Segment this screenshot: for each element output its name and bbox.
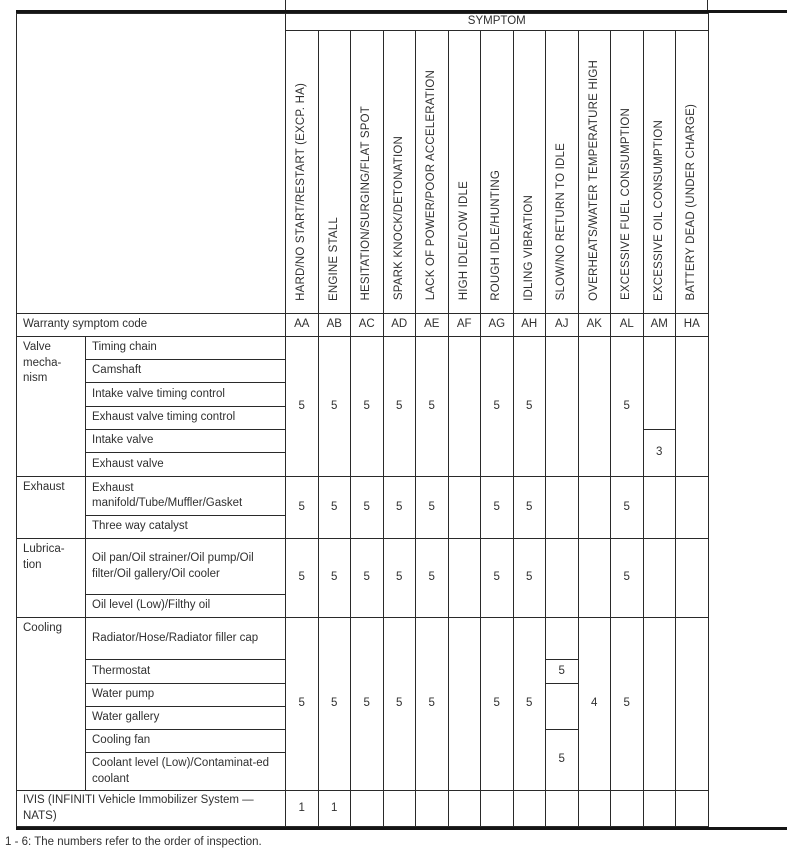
row-label: Oil level (Low)/Filthy oil <box>86 595 286 618</box>
symptom-diagnosis-table <box>16 10 787 830</box>
symptom-column-header <box>383 31 416 314</box>
symptom-column-header <box>643 31 676 314</box>
matrix-cell: 5 <box>383 618 416 791</box>
matrix-cell: 5 <box>513 539 546 618</box>
symptom-column-label: ENGINE STALL <box>327 216 340 301</box>
matrix-cell: 5 <box>286 539 319 618</box>
matrix-cell: 5 <box>481 539 514 618</box>
matrix-cell: 5 <box>481 477 514 539</box>
row-label: Coolant level (Low)/Contaminat-ed coolant <box>86 753 286 791</box>
symptom-column-header <box>448 31 481 314</box>
symptom-code: AL <box>611 314 644 337</box>
symptom-column-label: EXCESSIVE OIL CONSUMPTION <box>652 119 665 301</box>
matrix-cell: 3 <box>643 430 676 477</box>
matrix-cell: 1 <box>318 791 351 827</box>
matrix-cell: 5 <box>286 337 319 477</box>
row-label: Intake valve timing control <box>86 383 286 407</box>
matrix-cell <box>546 618 579 660</box>
symptom-code: AD <box>383 314 416 337</box>
matrix-cell: 5 <box>611 337 644 477</box>
matrix-cell: 5 <box>546 660 579 684</box>
row-label: Exhaust valve <box>86 453 286 477</box>
matrix-cell: 5 <box>546 730 579 791</box>
group-label: Valve mecha-nism <box>17 337 86 477</box>
matrix-cell <box>448 539 481 618</box>
symptom-column-label: HIGH IDLE/LOW IDLE <box>457 181 470 301</box>
symptom-banner: SYMPTOM <box>286 14 709 31</box>
matrix-cell <box>578 791 611 827</box>
symptom-column-label: LACK OF POWER/POOR ACCELERATION <box>425 70 437 301</box>
matrix-cell: 5 <box>416 618 449 791</box>
row-label: Radiator/Hose/Radiator filler cap <box>86 618 286 660</box>
symptom-code: AE <box>416 314 449 337</box>
matrix-cell <box>643 337 676 430</box>
matrix-cell <box>643 791 676 827</box>
matrix-cell: 5 <box>383 477 416 539</box>
matrix-cell: 5 <box>286 477 319 539</box>
matrix-cell: 5 <box>383 337 416 477</box>
symptom-code: AA <box>286 314 319 337</box>
symptom-code: HA <box>676 314 709 337</box>
row-label: Water pump <box>86 684 286 707</box>
matrix-cell: 5 <box>611 539 644 618</box>
matrix-cell: 5 <box>513 618 546 791</box>
ivis-row-label: IVIS (INFINITI Vehicle Immobilizer System — NATS) <box>17 791 286 827</box>
symptom-column-label: SLOW/NO RETURN TO IDLE <box>555 143 567 301</box>
symptom-column-label: HARD/NO START/RESTART (EXCP. HA) <box>295 82 307 301</box>
matrix-cell <box>448 337 481 477</box>
symptom-column-label: EXCESSIVE FUEL CONSUMPTION <box>620 108 632 301</box>
symptom-column-header <box>351 31 384 314</box>
symptom-column-header <box>416 31 449 314</box>
symptom-column-header <box>546 31 579 314</box>
matrix-cell: 5 <box>416 337 449 477</box>
matrix-cell <box>448 791 481 827</box>
matrix-cell <box>578 539 611 618</box>
table-corner-spacer <box>17 14 286 314</box>
matrix-cell <box>546 684 579 730</box>
matrix-cell <box>676 539 709 618</box>
matrix-cell: 5 <box>416 539 449 618</box>
matrix-cell: 1 <box>286 791 319 827</box>
matrix-cell: 5 <box>351 539 384 618</box>
symptom-column-header <box>286 31 319 314</box>
matrix-cell: 5 <box>351 477 384 539</box>
symptom-column-header <box>513 31 546 314</box>
matrix-cell <box>546 791 579 827</box>
symptom-code: AM <box>643 314 676 337</box>
symptom-column-header <box>611 31 644 314</box>
row-label: Oil pan/Oil strainer/Oil pump/Oil filter/Oil gallery/Oil cooler <box>86 539 286 595</box>
group-label: Lubrica-tion <box>17 539 86 618</box>
matrix-cell: 5 <box>318 539 351 618</box>
matrix-cell: 5 <box>611 477 644 539</box>
symptom-code: AK <box>578 314 611 337</box>
matrix-cell <box>513 791 546 827</box>
matrix-cell: 5 <box>513 337 546 477</box>
matrix-cell: 4 <box>578 618 611 791</box>
symptom-column-label: SPARK KNOCK/DETONATION <box>392 136 405 301</box>
matrix-cell: 5 <box>318 618 351 791</box>
diagnosis-matrix <box>16 13 788 827</box>
matrix-cell: 5 <box>481 618 514 791</box>
row-label: Three way catalyst <box>86 516 286 539</box>
symptom-column-header <box>481 31 514 314</box>
matrix-cell: 5 <box>513 477 546 539</box>
matrix-cell <box>546 477 579 539</box>
symptom-column-header <box>318 31 351 314</box>
symptom-column-label: BATTERY DEAD (UNDER CHARGE) <box>685 104 698 301</box>
matrix-cell <box>676 618 709 791</box>
row-label: Thermostat <box>86 660 286 684</box>
footnote: 1 - 6: The numbers refer to the order of inspection. <box>5 836 262 848</box>
matrix-cell <box>383 791 416 827</box>
symptom-code: AF <box>448 314 481 337</box>
matrix-cell <box>481 791 514 827</box>
row-label: Timing chain <box>86 337 286 360</box>
matrix-cell <box>448 618 481 791</box>
matrix-cell <box>546 539 579 618</box>
symptom-column-label: HESITATION/SURGING/FLAT SPOT <box>360 105 372 301</box>
matrix-cell: 5 <box>351 337 384 477</box>
row-label: Camshaft <box>86 360 286 383</box>
matrix-cell: 5 <box>383 539 416 618</box>
group-label: Cooling <box>17 618 86 791</box>
symptom-column-header <box>676 31 709 314</box>
symptom-column-label: IDLING VIBRATION <box>522 194 535 301</box>
symptom-code: AH <box>513 314 546 337</box>
symptom-code: AB <box>318 314 351 337</box>
matrix-cell <box>546 337 579 477</box>
matrix-cell <box>676 791 709 827</box>
matrix-cell <box>643 618 676 791</box>
matrix-cell <box>416 791 449 827</box>
right-margin-area <box>708 14 788 827</box>
row-label: Exhaust manifold/Tube/Muffler/Gasket <box>86 477 286 516</box>
symptom-code: AG <box>481 314 514 337</box>
matrix-cell: 5 <box>318 477 351 539</box>
symptom-column-label: OVERHEATS/WATER TEMPERATURE HIGH <box>587 59 600 301</box>
symptom-column-header <box>578 31 611 314</box>
matrix-cell: 5 <box>351 618 384 791</box>
matrix-cell <box>448 477 481 539</box>
symptom-code: AJ <box>546 314 579 337</box>
matrix-cell: 5 <box>416 477 449 539</box>
matrix-cell <box>643 539 676 618</box>
warranty-code-row-label: Warranty symptom code <box>17 314 286 337</box>
row-label: Exhaust valve timing control <box>86 407 286 430</box>
row-label: Water gallery <box>86 707 286 730</box>
matrix-cell: 5 <box>318 337 351 477</box>
matrix-cell <box>351 791 384 827</box>
symptom-code: AC <box>351 314 384 337</box>
row-label: Intake valve <box>86 430 286 453</box>
matrix-cell <box>676 337 709 477</box>
matrix-cell: 5 <box>611 618 644 791</box>
symptom-column-label: ROUGH IDLE/HUNTING <box>490 169 502 301</box>
group-label: Exhaust <box>17 477 86 539</box>
matrix-cell <box>676 477 709 539</box>
matrix-cell: 5 <box>481 337 514 477</box>
matrix-cell <box>578 337 611 477</box>
matrix-cell <box>611 791 644 827</box>
matrix-cell <box>643 477 676 539</box>
matrix-cell <box>578 477 611 539</box>
matrix-cell: 5 <box>286 618 319 791</box>
row-label: Cooling fan <box>86 730 286 753</box>
